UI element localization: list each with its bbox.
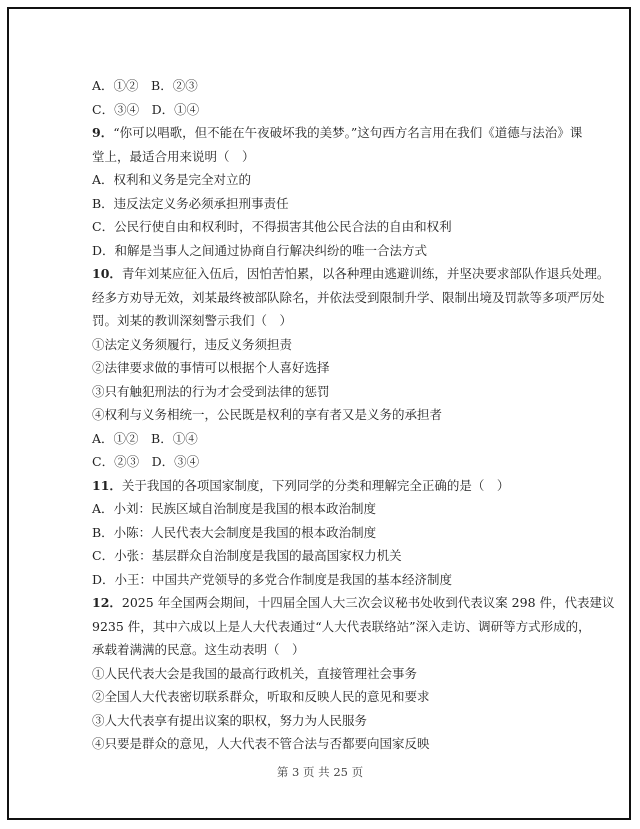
statement-1: ①人民代表大会是我国的最高行政机关，直接管理社会事务 <box>92 665 418 681</box>
stem-text: 2025 年全国两会期间，十四届全国人大三次会议秘书处收到代表议案 298 件，代表建议 <box>121 595 615 610</box>
question-10-stem <box>92 264 610 288</box>
statement-2: ②全国人大代表密切联系群众，听取和反映人民的意见和要求 <box>92 689 430 704</box>
option-a: A．权利和义务是完全对立的 <box>92 172 252 187</box>
option-c: C．公民行使自由和权利时，不得损害其他公民合法的自由和权利 <box>92 219 452 234</box>
option-b: B．小陈：人民代表大会制度是我国的根本政治制度 <box>92 524 377 540</box>
stem-text: 经多方劝导无效，刘某最终被部队除名，并依法受到限制升学、限制出境及罚款等多项严厉处 <box>92 289 605 305</box>
option-line: A．①② B．②③ <box>92 78 198 93</box>
option-line: A．①② B．①④ <box>92 430 198 446</box>
question-number: 12． <box>92 595 122 610</box>
statement-4: ④权利与义务相统一，公民既是权利的享有者又是义务的承担者 <box>92 407 443 422</box>
page-number-footer: 第 3 页 共 25 页 <box>276 765 364 779</box>
option-d: D．和解是当事人之间通过协商自行解决纠纷的唯一合法方式 <box>92 242 428 258</box>
option-b: B．违反法定义务必须承担刑事责任 <box>92 195 289 211</box>
question-number: 10． <box>92 266 122 281</box>
stem-text: 关于我国的各项国家制度，下列同学的分类和理解完全正确的是（ ） <box>121 477 510 493</box>
question-11-stem <box>92 476 552 500</box>
question-number: 11． <box>92 477 122 493</box>
statement-3: ③只有触犯刑法的行为才会受到法律的惩罚 <box>92 383 330 399</box>
question-12-stem <box>92 593 615 617</box>
option-c: C．小张：基层群众自治制度是我国的最高国家权力机关 <box>92 548 402 563</box>
stem-text: 堂上，最适合用来说明（ ） <box>92 148 255 164</box>
option-line: C．②③ D．③④ <box>92 454 200 469</box>
option-line: C．③④ D．①④ <box>92 101 200 117</box>
statement-1: ①法定义务须履行，违反义务须担责 <box>92 336 293 352</box>
stem-text: 承载着满满的民意。这生动表明（ ） <box>92 642 305 657</box>
stem-text: 罚。刘某的教训深刻警示我们（ ） <box>92 313 293 328</box>
statement-3: ③人大代表享有提出议案的职权，努力为人民服务 <box>92 712 368 728</box>
stem-text: “你可以唱歌，但不能在午夜破坏我的美梦。”这句西方名言用在我们《道德与法治》课 <box>113 125 583 140</box>
option-d: D．小王：中国共产党领导的多党合作制度是我国的基本经济制度 <box>92 571 453 587</box>
stem-text: 9235 件，其中六成以上是人大代表通过“人大代表联络站”深入走访、调研等方式形成的， <box>92 618 591 634</box>
statement-2: ②法律要求做的事情可以根据个人喜好选择 <box>92 360 330 375</box>
question-number: 9． <box>92 125 114 140</box>
question-9-stem <box>92 123 583 147</box>
stem-text: 青年刘某应征入伍后，因怕苦怕累，以各种理由逃避训练，并坚决要求部队作退兵处理。 <box>121 266 610 281</box>
question-content <box>92 76 615 758</box>
statement-4: ④只要是群众的意见，人大代表不管合法与否都要向国家反映 <box>92 736 430 751</box>
option-a: A．小刘：民族区域自治制度是我国的根本政治制度 <box>92 501 377 516</box>
